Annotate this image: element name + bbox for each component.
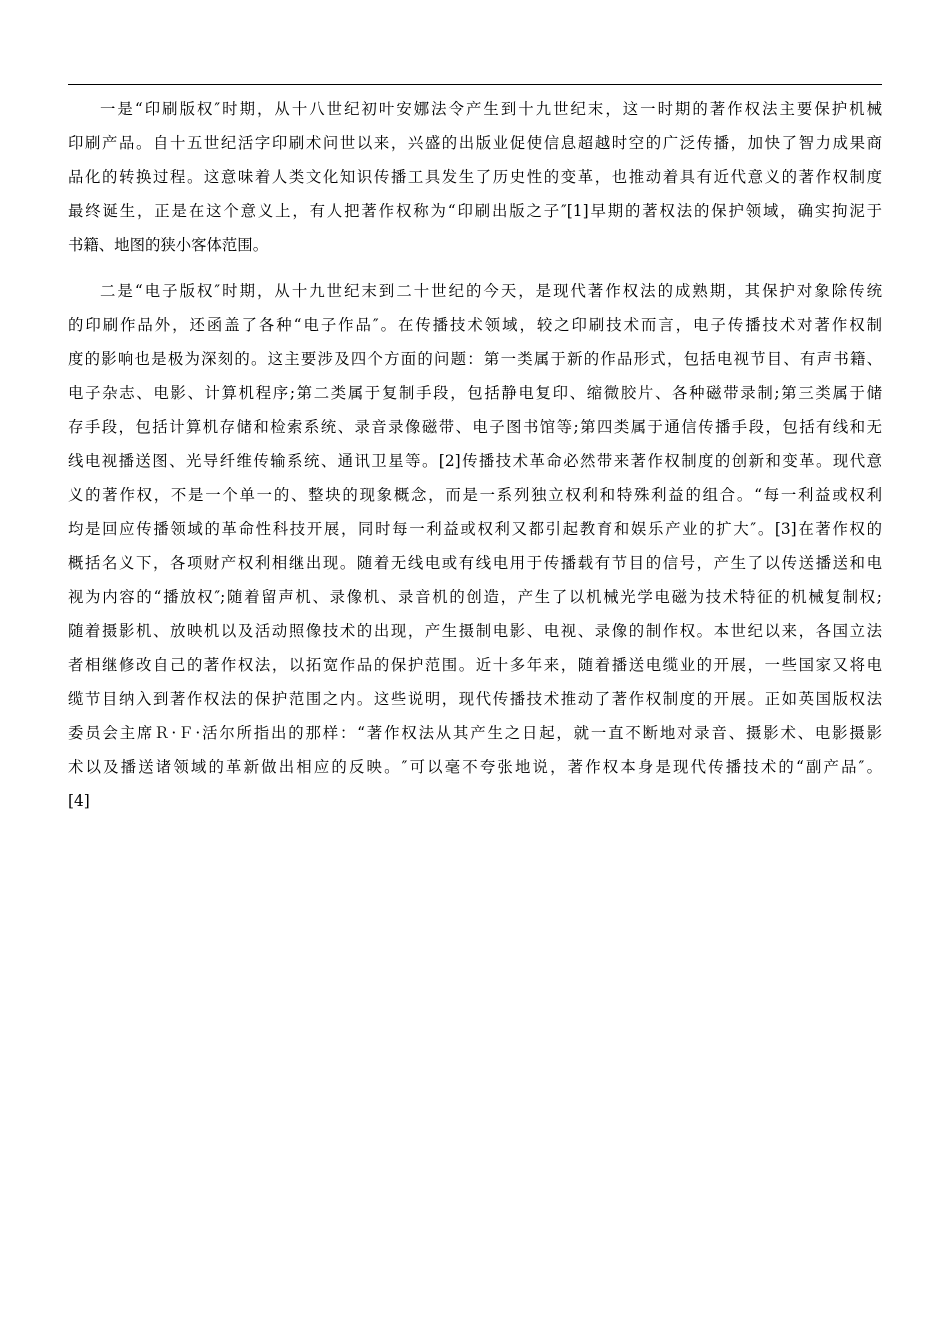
document-body <box>68 98 882 824</box>
paragraph-line: 均是回应传播领域的革命性科技开展，同时每一利益或权利又都引起教育和娱乐产业的扩大″。[3]在著作权的 <box>68 520 882 538</box>
paragraph-electronic-copyright-era <box>68 280 882 824</box>
paragraph-line: 的印刷作品外，还函盖了各种“电子作品″。在传播技术领域，较之印刷技术而言，电子传播技术对著作权制 <box>68 316 882 334</box>
paragraph-line: 书籍、地图的狭小客体范围。 <box>68 236 269 254</box>
paragraph-line: 度的影响也是极为深刻的。这主要涉及四个方面的问题：第一类属于新的作品形式，包括电视节目、有声书籍、 <box>68 350 882 368</box>
paragraph-line: 随着摄影机、放映机以及活动照像技术的出现，产生摄制电影、电视、录像的制作权。本世纪以来，各国立法 <box>68 622 882 640</box>
header-rule <box>68 84 882 85</box>
paragraph-line: 缆节目纳入到著作权法的保护范围之内。这些说明，现代传播技术推动了著作权制度的开展。正如英国版权法 <box>68 690 882 708</box>
paragraph-line: 电子杂志、电影、计算机程序;第二类属于复制手段，包括静电复印、缩微胶片、各种磁带录制;第三类属于储 <box>68 384 882 402</box>
paragraph-line: 品化的转换过程。这意味着人类文化知识传播工具发生了历史性的变革，也推动着具有近代意义的著作权制度 <box>68 168 882 186</box>
paragraph-line: 一是“印刷版权″时期，从十八世纪初叶安娜法令产生到十九世纪末，这一时期的著作权法主要保护机械 <box>100 100 882 118</box>
paragraph-spacer <box>68 268 882 280</box>
paragraph-line: 最终诞生，正是在这个意义上，有人把著作权称为“印刷出版之子″[1]早期的著权法的保护领域，确实拘泥于 <box>68 202 882 220</box>
paragraph-line: 委员会主席Ｒ·Ｆ·活尔所指出的那样：“著作权法从其产生之日起，就一直不断地对录音、摄影术、电影摄影 <box>68 724 882 742</box>
paragraph-line: 线电视播送图、光导纤维传输系统、通讯卫星等。[2]传播技术革命必然带来著作权制度的创新和变革。现代意 <box>68 452 882 470</box>
paragraph-line: 术以及播送诸领域的革新做出相应的反映。″可以毫不夸张地说，著作权本身是现代传播技术的“副产品″。 <box>68 758 882 776</box>
paragraph-line: 者相继修改自己的著作权法，以拓宽作品的保护范围。近十多年来，随着播送电缆业的开展，一些国家又将电 <box>68 656 882 674</box>
paragraph-line: 概括名义下，各项财产权利相继出现。随着无线电或有线电用于传播载有节目的信号，产生了以传送播送和电 <box>68 554 882 572</box>
footnote-reference: [4] <box>68 792 90 810</box>
paragraph-line: 视为内容的“播放权″;随着留声机、录像机、录音机的创造，产生了以机械光学电磁为技术特征的机械复制权; <box>68 588 882 606</box>
paragraph-line: 存手段，包括计算机存储和检索系统、录音录像磁带、电子图书馆等;第四类属于通信传播手段，包括有线和无 <box>68 418 882 436</box>
paragraph-print-copyright-era <box>68 98 882 268</box>
paragraph-line: 印刷产品。自十五世纪活字印刷术问世以来，兴盛的出版业促使信息超越时空的广泛传播，加快了智力成果商 <box>68 134 882 152</box>
paragraph-line: 义的著作权，不是一个单一的、整块的现象概念，而是一系列独立权利和特殊利益的组合。“每一利益或权利 <box>68 486 882 504</box>
paragraph-line: 二是“电子版权″时期，从十九世纪末到二十世纪的今天，是现代著作权法的成熟期，其保护对象除传统 <box>100 282 882 300</box>
